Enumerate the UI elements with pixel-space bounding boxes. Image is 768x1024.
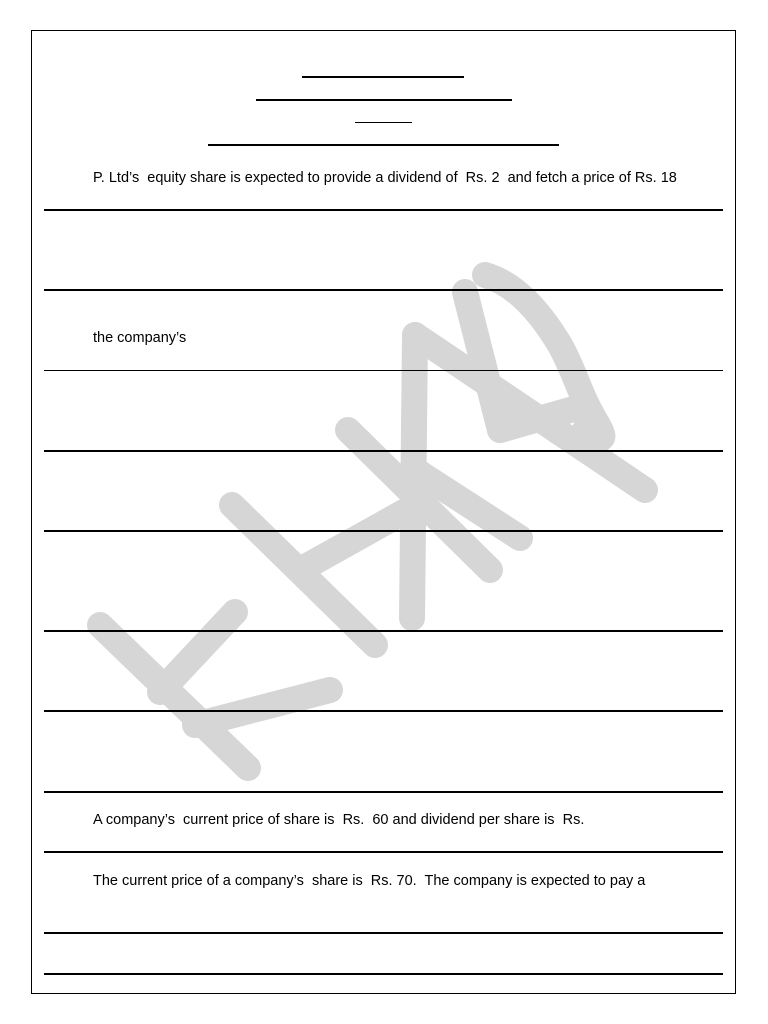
answer-rule [44, 450, 723, 452]
answer-rule [44, 932, 723, 934]
question-text-3: A company’s current price of share is Rs. 60 and dividend per share is Rs. [93, 812, 585, 828]
question-text-4: The current price of a company’s share is Rs. 70. The company is expected to pay a [93, 873, 646, 889]
question-text-1: P. Ltd’s equity share is expected to provide a dividend of Rs. 2 and fetch a price of Rs. 18 [93, 170, 677, 186]
answer-rule [44, 209, 723, 211]
answer-rule [44, 973, 723, 975]
answer-rule [44, 370, 723, 371]
title-rule-2 [256, 99, 512, 101]
answer-rule [44, 530, 723, 532]
question-text-2: the company’s [93, 330, 187, 346]
answer-rule [44, 630, 723, 632]
title-rule-4 [208, 144, 559, 146]
title-rule-3 [355, 122, 412, 123]
answer-rule [44, 791, 723, 793]
answer-rule [44, 289, 723, 291]
answer-rule [44, 710, 723, 712]
title-rule-1 [302, 76, 464, 78]
answer-rule [44, 851, 723, 853]
